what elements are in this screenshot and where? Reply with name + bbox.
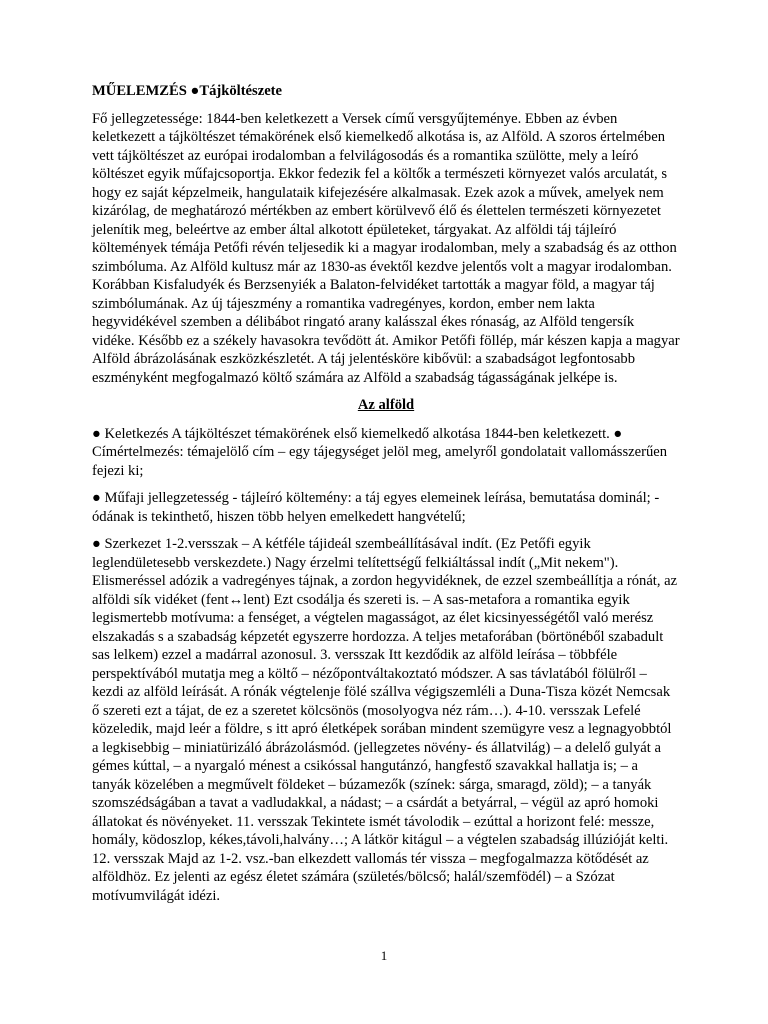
bullet-paragraph-genre: ● Műfaji jellegzetesség - tájleíró költemény: a táj egyes elemeinek leírása, bemutatása dominál; - ódának is tekinthető, hiszen több helyen emelkedett hangvételű;: [92, 490, 660, 525]
page-content: [92, 82, 680, 914]
section-title: Az alföld: [357, 397, 415, 413]
page-number: 1: [380, 948, 388, 963]
document-heading: MŰELEMZÉS ●Tájköltészete: [92, 83, 283, 99]
bullet-paragraph-origin: ● Keletkezés A tájköltészet témakörének első kiemelkedő alkotása 1844-ben keletkezett. ● Címértelmezés: témajelölő cím – egy tájegységet jelöl meg, amelyről gondolatait vallomásszerűen fejezi ki;: [92, 425, 668, 479]
bullet-paragraph-structure: ● Szerkezet 1-2.versszak – A kétféle tájideál szembeállításával indít. (Ez Petőfi egyik leglendületesebb verskezdete.) Nagy érzelmi telítettségű felkiáltással indít („Mit nekem"). Elismeréssel adózik a vadregényes tájnak, a zordon hegyvidéknek, de ezzel szembeállítja a rónát, az alföldi sík vidéket (fent↔lent) Ezt csodálja és szereti is. – A sas-metafora a romantika egyik legismertebb motívuma: a fenséget, a végtelen magasságot, az élet kicsinyességétől való merész elszakadás s a szabadság képzetét egyszerre hordozza. A teljes metaforában (börtönéből szabadult sas lelkem) ezzel a madárral azonosul. 3. versszak Itt kezdődik az alföld leírása – többféle perspektívából mutatja meg a költő – nézőpontváltakoztató módszer. A sas távlatából fölülről – kezdi az alföld leírását. A rónák végtelenje fölé szállva végigszemléli a Duna-Tisza közét Nemcsak ő szereti ezt a tájat, de ez a szeretet kölcsönös (mosolyogva néz rám…). 4-10. versszak Lefelé közeledik, majd leér a földre, s itt apró életképek sorában mindent szemügyre vesz a legnagyobbtól a legkisebbig – miniatürizáló ábrázolásmód. (jellegzetes növény- és állatvilág) – a delelő gulyát a gémes kúttal, – a nyargaló ménest a csikóssal hangutánzó, hangfestő szavakkal hallatja is; – a tanyák közelében a megművelt földeket – búzamezők (színek: sárga, smaragd, zöld); – a tanyák szomszédságában a tavat a vadludakkal, a nádast; – a csárdát a betyárral, – végül az apró homoki állatokat és növényeket. 11. versszak Tekintete ismét távolodik – ezúttal a horizont felé: messze, homály, ködoszlop, kékes,távoli,halvány…; A látkör kitágul – a végtelen szabadság illúzióját kelti. 12. versszak Majd az 1-2. vsz.-ban elkezdett vallomás tér vissza – megfogalmazza kötődését az alföldhöz. Ez jelenti az egész életet számára (születés/bölcső; halál/szemfödél) – a Szózat motívumvilágát idézi.: [92, 536, 678, 904]
intro-paragraph: Fő jellegzetessége: 1844-ben keletkezett a Versek című versgyűjteménye. Ebben az évben keletkezett a tájköltészet témakörének első kiemelkedő alkotása is, az Alföld. A szoros értelmében vett tájköltészet az európai irodalomban a felvilágosodás és a romantika szülötte, mely a leíró költészet egyik műfajcsoportja. Ekkor fedezik fel a költők a természeti környezet valós arculatát, s hogy ez saját képzelmeik, hangulataik kifejezésére alkalmasak. Ezek azok a művek, amelyek nem kizárólag, de meghatározó mértékben az embert körülvevő élő és élettelen természeti környezetet jelenítik meg, beleértve az ember által alkotott épületeket, tárgyakat. Az alföldi táj tájleíró költemények témája Petőfi révén teljesedik ki a magyar irodalomban, mely a szabadság és az otthon szimbóluma. Az Alföld kultusz már az 1830-as évektől kezdve jelentős volt a magyar irodalomban. Korábban Kisfaludyék és Berzsenyiék a Balaton-felvidéket tartották a magyar föld, a magyar táj szimbólumának. Az új tájeszmény a romantika vadregényes, kordon, ember nem lakta hegyvidékével szemben a délibábot ringató arany kalásszal ékes rónaság, az Alföld tengersík vidéke. Később ez a székely havasokra tevődött át. Amikor Petőfi föllép, már készen kapja a magyar Alföld ábrázolásának eszközkészletét. A táj jelentésköre kibővül: a szabadságot legfontosabb eszményként megfogalmazó költő számára az Alföld a szabadság tágasságának jelképe is.: [92, 110, 680, 386]
